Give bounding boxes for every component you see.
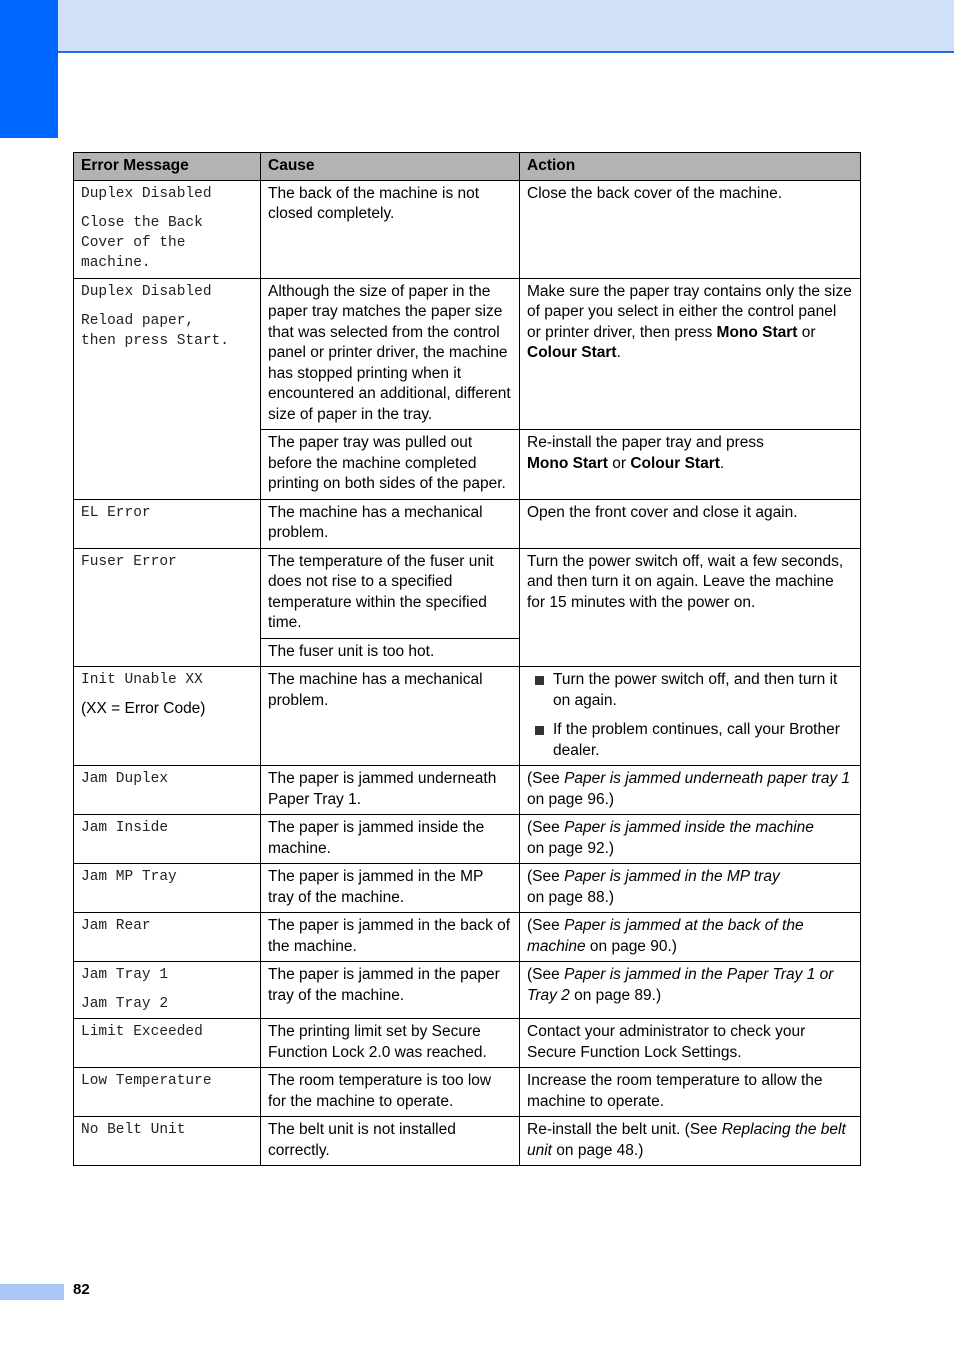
cause-cell: The paper is jammed inside the machine. — [261, 815, 520, 864]
mono-start-key: Mono Start — [527, 454, 608, 472]
page-reference-link[interactable]: Paper is jammed in the Paper Tray 1 or Tray 2 — [527, 966, 834, 1004]
error-detail: Reload paper, then press Start. — [81, 312, 229, 349]
cause-cell: The temperature of the fuser unit does not rise to a specified temperature within the specified time. — [261, 548, 520, 638]
table-row — [74, 667, 861, 766]
error-message-cell — [74, 180, 261, 278]
cause-cell: The back of the machine is not closed completely. — [261, 180, 520, 278]
cause-cell: The machine has a mechanical problem. — [261, 667, 520, 766]
table-row — [74, 278, 861, 430]
chapter-tab — [0, 0, 58, 138]
error-message-cell — [74, 1019, 261, 1068]
page-reference-link[interactable]: Paper is jammed underneath paper tray 1 — [564, 770, 851, 787]
action-cell: (See Paper is jammed in the MP tray on page 88.) — [520, 864, 861, 913]
action-bullet-list — [527, 670, 853, 761]
action-cell: Close the back cover of the machine. — [520, 180, 861, 278]
error-message-cell — [74, 864, 261, 913]
error-code: Jam MP Tray — [81, 869, 177, 885]
cause-cell: The paper tray was pulled out before the machine completed printing on both sides of the paper. — [261, 430, 520, 500]
table-row — [74, 766, 861, 815]
error-code: Duplex Disabled — [81, 185, 212, 202]
table-header-row — [74, 153, 861, 181]
table-row — [74, 815, 861, 864]
table-row — [74, 1019, 861, 1068]
error-message-table — [73, 152, 861, 1166]
action-cell: Re-install the paper tray and press Mono Start or Colour Start. — [520, 430, 861, 500]
footer-band — [0, 1284, 64, 1300]
action-cell: Make sure the paper tray contains only the size of paper you select in either the control panel or printer driver, then press Mono Start or Colour Start. — [520, 278, 861, 430]
page-reference-link[interactable]: Replacing the belt unit — [527, 1121, 846, 1159]
list-item: If the problem continues, call your Brother dealer. — [527, 720, 853, 761]
error-message-cell — [74, 278, 261, 499]
page-reference-link[interactable]: Paper is jammed at the back of the machine — [527, 917, 804, 955]
error-code: Jam Rear — [81, 918, 151, 934]
action-cell: Open the front cover and close it again. — [520, 499, 861, 548]
error-detail: Close the Back Cover of the machine. — [81, 214, 203, 271]
page-reference-link[interactable]: Paper is jammed inside the machine — [564, 819, 814, 836]
error-code: Jam Inside — [81, 820, 169, 836]
error-code: No Belt Unit — [81, 1122, 186, 1138]
action-cell: (See Paper is jammed underneath paper tray 1 on page 96.) — [520, 766, 861, 815]
column-header-cause: Cause — [261, 153, 520, 181]
error-code: Jam Tray 1 — [81, 967, 169, 983]
cause-cell: The paper is jammed in the MP tray of the machine. — [261, 864, 520, 913]
table-row — [74, 180, 861, 278]
action-cell: Contact your administrator to check your Secure Function Lock Settings. — [520, 1019, 861, 1068]
table-row — [74, 913, 861, 962]
action-cell: (See Paper is jammed at the back of the machine on page 90.) — [520, 913, 861, 962]
error-code: Jam Tray 2 — [81, 996, 169, 1012]
action-cell — [520, 667, 861, 766]
cause-cell: The paper is jammed in the paper tray of the machine. — [261, 962, 520, 1019]
cause-cell: The paper is jammed in the back of the machine. — [261, 913, 520, 962]
cause-cell: The paper is jammed underneath Paper Tray 1. — [261, 766, 520, 815]
error-message-cell — [74, 667, 261, 766]
column-header-action: Action — [520, 153, 861, 181]
action-cell: (See Paper is jammed inside the machine on page 92.) — [520, 815, 861, 864]
table-row — [74, 1068, 861, 1117]
table-row — [74, 864, 861, 913]
cause-cell: The printing limit set by Secure Function Lock 2.0 was reached. — [261, 1019, 520, 1068]
error-message-cell — [74, 1068, 261, 1117]
cause-cell: The room temperature is too low for the machine to operate. — [261, 1068, 520, 1117]
cause-cell: The machine has a mechanical problem. — [261, 499, 520, 548]
page-number: 82 — [73, 1281, 90, 1298]
action-cell: (See Paper is jammed in the Paper Tray 1 or Tray 2 on page 89.) — [520, 962, 861, 1019]
mono-start-key: Mono Start — [716, 323, 798, 341]
error-code-note: (XX = Error Code) — [81, 700, 206, 717]
error-message-cell — [74, 1117, 261, 1166]
error-code: Low Temperature — [81, 1073, 212, 1089]
list-item: Turn the power switch off, and then turn it on again. — [527, 670, 853, 711]
error-message-cell — [74, 815, 261, 864]
error-message-cell — [74, 766, 261, 815]
table-row — [74, 1117, 861, 1166]
error-message-cell — [74, 499, 261, 548]
error-code: Fuser Error — [81, 553, 177, 570]
column-header-error-message: Error Message — [74, 153, 261, 181]
cause-cell: The belt unit is not installed correctly. — [261, 1117, 520, 1166]
action-cell: Increase the room temperature to allow the machine to operate. — [520, 1068, 861, 1117]
top-header-band — [0, 0, 954, 53]
error-message-cell — [74, 548, 261, 667]
colour-start-key: Colour Start — [527, 344, 617, 361]
error-code: Duplex Disabled — [81, 283, 212, 300]
error-code: Limit Exceeded — [81, 1024, 203, 1040]
colour-start-key: Colour Start — [630, 454, 720, 472]
cause-cell: Although the size of paper in the paper tray matches the paper size that was selected from the control panel or printer driver, the machine has stopped printing when it encountered an additional, different size of paper in the tray. — [261, 278, 520, 430]
table-row — [74, 548, 861, 638]
error-code: Init Unable XX — [81, 672, 203, 688]
error-code: EL Error — [81, 504, 151, 521]
action-cell: Re-install the belt unit. (See Replacing the belt unit on page 48.) — [520, 1117, 861, 1166]
table-row — [74, 962, 861, 1019]
action-cell: Turn the power switch off, wait a few seconds, and then turn it on again. Leave the machine for 15 minutes with the power on. — [520, 548, 861, 667]
table-row — [74, 499, 861, 548]
error-message-cell — [74, 962, 261, 1019]
cause-cell: The fuser unit is too hot. — [261, 638, 520, 667]
page-reference-link[interactable]: Paper is jammed in the MP tray — [564, 868, 780, 885]
error-code: Jam Duplex — [81, 771, 169, 787]
error-message-cell — [74, 913, 261, 962]
